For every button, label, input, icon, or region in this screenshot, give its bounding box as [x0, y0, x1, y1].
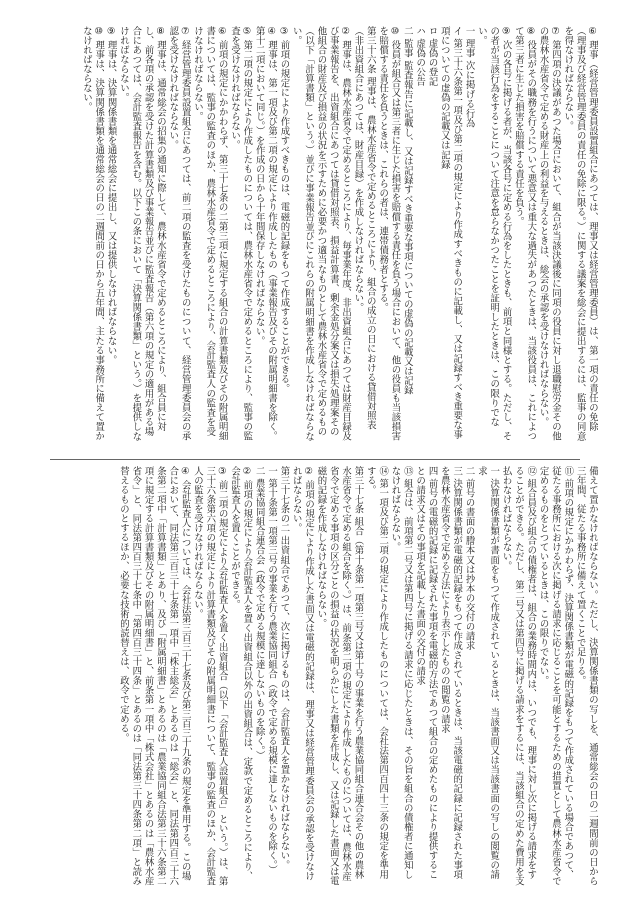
paragraph: 三 決算関係書類が電磁的記録をもつて作成されているときは、当該電磁的記録に記録された事項を農林水産省令で定める方法により表示したものの閲覧の請求	[438, 466, 463, 880]
paragraph: ⑧ 役員がその職務を行うについて悪意又は重大な過失があつたときは、当該役員は、これによつて第三者に生じた損害を賠償する責任を負う。	[512, 26, 537, 441]
article-paragraph: 第三十七条の二 出資組合であつて、次に掲げるものは、会計監査人を置かなければならない。	[278, 466, 290, 870]
section-divider	[50, 459, 580, 460]
paragraph: ⑤ 第二項の規定により作成したものについては、農林水産省令で定めるところにより、監事の監査を受けなければならない。	[229, 26, 253, 441]
paragraph: ② 前項の規定により会計監査人を置く出資組合以外の出資組合は、定款で定めるところにより、会計監査人を置くことができる。	[229, 466, 253, 881]
paragraph: ⑥ 前項の規定にかかわらず、第三十七条の二第三項に規定する組合の計算書類及びその附属明細書については、監事の監査のほか、農林水産省令で定めるところにより、会計監査人の監査を受けなければならない。	[192, 26, 228, 441]
paragraph: ⑥ 理事（経営管理委員設置組合にあつては、理事又は経営管理委員）は、第一項の責任の免除（理事及び経営管理委員の責任の免除に限る。）に関する議案を総会に提出するには、監事の同意を得なければならない。	[562, 26, 598, 442]
paragraph: ⑩ 理事は、決算関係書類を通常総会の日の二週間前の日から五年間、主たる事務所に備えて置かなければならない。	[80, 26, 105, 441]
paragraph: 二 前号の書面の謄本又は抄本の交付の請求	[463, 466, 475, 651]
paragraph: ⑪ 前項の規定にかかわらず、決算関係書類が電磁的記録をもつて作成されている場合であつて、従たる事務所における次に掲げる請求に応じることを可能とするための措置として農林水産省令で定めるものをとつているときは、この限りでない。	[537, 466, 574, 886]
paragraph: ロ 虚偽の登記	[426, 26, 438, 87]
paragraph: ⑭ 第一項及び第二項の規定により作成したものについては、会社法第四百四十三条の規定を準用する。	[364, 466, 389, 880]
paragraph: ⑦ 第四項の決議があつた場合において、組合が当該決議後に同項の役員に対し退職慰労金その他の農林水産省令で定める財産上の利益を与えるときは、総会の承認を受けなければならない。	[537, 26, 561, 441]
paragraph: ⑫ 組合員及び組合の債権者は、組合の業務時間内は、いつでも、理事に対し次に掲げる請求をすることができる。ただし、第二号又は第四号に掲げる請求をするには、当該組合の定めた費用を支払わなければならない。	[500, 466, 537, 886]
paragraph: 四 前号の電磁的記録に記録された事項を電磁的方法であつて組合の定めたものにより提供することの請求又はその事項を記載した書面の交付の請求	[414, 466, 438, 880]
paragraph: 備えて置かなければならない。ただし、決算関係書類の写しを、通常総会の日の二週間前の日から三年間、従たる事務所に備えて置くことで足りる。	[574, 466, 598, 886]
article-paragraph: 第三十七条 組合（第十条第一項第三号又は第十号の事業を行う農業協同組合連合会その他の農林水産省令で定める組合を除く。）は、前条第二項の規定により作成したものについては、農林水産省令で定める事項の区分ごとの損益の状況を明らかにした書類を作成し、又は記録した書面又は電磁的記録を作成しなければならない。	[315, 466, 364, 886]
paragraph: ⑨ 理事は、決算関係書類を通常総会に提出し、又は提供しなければならない。	[105, 26, 117, 365]
paragraph: ② 前項の規定により作成した書面又は電磁的記録は、理事又は経営管理委員会の承認を受けなければならない。	[290, 466, 315, 881]
upper-text-block	[32, 26, 598, 443]
paragraph: ③ 前項の規定により作成すべきものは、電磁的記録をもつて作成することができる。	[278, 26, 290, 394]
paragraph: ② 理事は、農林水産省令で定めるところにより、毎事業年度、非出資組合にあつては財産目録及び事業報告を、出資組合にあつては貸借対照表、損益計算書、剰余金処分案又は損失処理案その他組合の財産及び損益の状況を示すために必要かつ適当なものとして農林水産省令で定めるもの（以下「計算書類」という。）並びに事業報告並びにこれらの附属明細書を作成しなければならない。	[290, 26, 352, 442]
paragraph: ③ 前二項の規定により会計監査人を置く出資組合（以下「会計監査人設置組合」という。）は、第三十六条第六項の規定により計算書類及びその附属明細書について、監事の監査のほか、会計監査人の監査を受けなければならない。	[192, 466, 228, 886]
paragraph: ⑧ 理事は、通常総会の招集の通知に際して、農林水産省令で定めるところにより、組合員に対し、前各項の承認を受けた計算書類及び事業報告並びに監査報告（第六項の規定の適用がある場合にあつては、会計監査報告を含む。以下この条において「決算関係書類」という。）を提供しなければならない。	[117, 26, 166, 442]
paragraph: イ 第三十六条第一項及び第二項の規定により作成すべきものに記載し、又は記録すべき重要な事項についての虚偽の記載又は記録	[438, 26, 463, 440]
paragraph: 二 農業協同組合連合会（政令で定める規模に達しないものを除く。）	[253, 466, 265, 761]
paragraph: ④ 会計監査人については、会社法第三百三十七条及び第三百三十九条の規定を準用する。この場合において、同法第三百三十七条第一項中「株主総会」とあるのは「総会」と、同法第四百三十六条第二項中「計算書類」とあり、及び「附属明細書」とあるのは「農業協同組合法第三十六条第二項に規定する計算書類及びその附属明細書」と、前条第一項中「株式会社」とあるのは「農林水産省令」と、同法第四百三十七条中「第四百三十四条」とあるのは「同法第三十四条第二項」と読み替えるものとするほか、必要な技術的読替えは、政令で定める。	[117, 466, 191, 886]
paragraph: ⑩ 役員が組合又は第三者に生じた損害を賠償する責任を負う場合において、他の役員も当該損害を賠償する責任を負うときは、これらの者は、連帯債務者とする。	[377, 26, 401, 441]
paragraph: 一 決算関係書類が書面をもつて作成されているときは、当該書面又は当該書面の写しの閲覧の請求	[475, 466, 500, 880]
paragraph: 一 第十条第一項第三号の事業を行う農業協同組合（政令で定める規模に達しないものを除く。）	[266, 466, 278, 875]
paragraph: 二 監事 監査報告に記載し、又は記録すべき重要な事項についての虚偽の記載又は記録	[401, 26, 413, 395]
paragraph: ④ 理事は、第一項及び第二項の規定により作成したもの（事業報告及びその附属明細書を除く。第十二項において同じ。）を作成の日から十年間保存しなければならない。	[253, 26, 278, 441]
paragraph: ⑨ 次の各号に掲げる者が、当該各号に定める行為をしたときも、前項と同様とする。ただし、その者が当該行為をすることについて注意を怠らなかつたことを証明したときは、この限りでない。	[475, 26, 512, 441]
paragraph: ⑦ 経営管理委員設置組合にあつては、前二項の監査を受けたものについて、経営管理委員会の承認を受けなければならない。	[167, 26, 191, 441]
article-paragraph: 第三十六条 理事は、農林水産省令で定めるところにより、組合の成立の日における貸借対照表（非出資組合にあつては、財産目録）を作成しなければならない。	[352, 26, 376, 430]
paragraph: 一 理事 次に掲げる行為	[463, 26, 475, 128]
paragraph: ハ 虚偽の公告	[414, 26, 426, 87]
lower-text-block	[32, 466, 598, 886]
paragraph: ⑬ 組合は、前項第二号又は第四号に掲げる請求に応じたときは、その旨を組合の債権者に通知しなければならない。	[389, 466, 413, 880]
